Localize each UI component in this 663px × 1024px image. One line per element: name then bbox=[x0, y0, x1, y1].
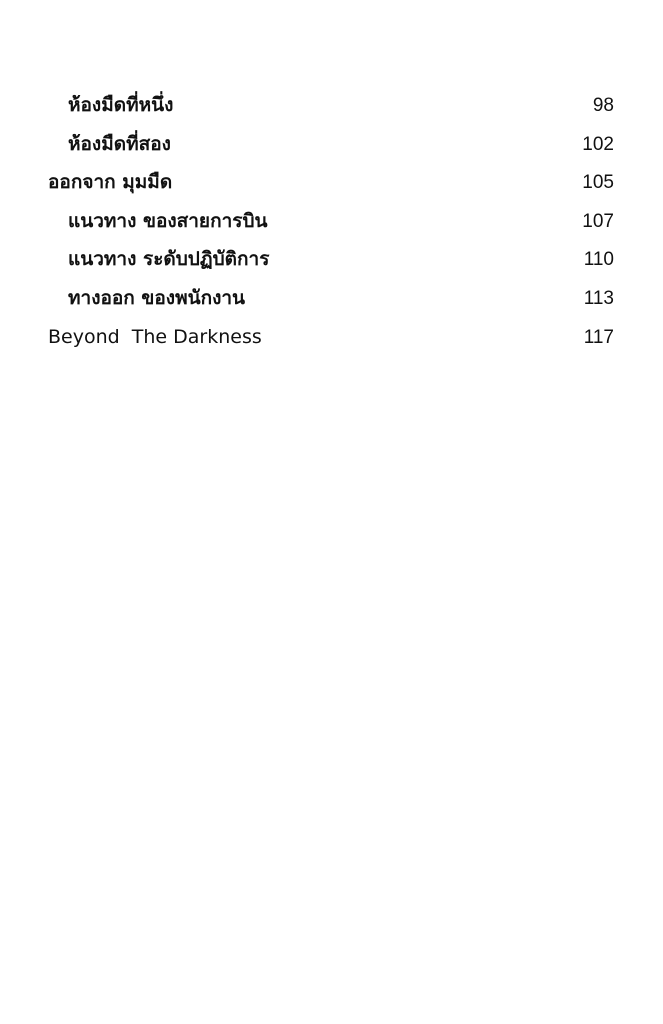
table-of-contents bbox=[48, 86, 614, 356]
toc-entry bbox=[48, 240, 614, 279]
toc-entry-page-number: 98 bbox=[592, 95, 614, 116]
toc-entry-page-number: 107 bbox=[582, 210, 614, 232]
toc-entry-page-number: 105 bbox=[582, 172, 614, 194]
toc-entry-title: แนวทาง ของสายการบิน bbox=[68, 209, 268, 232]
toc-entry-title: ห้องมืดที่หนึ่ง bbox=[68, 94, 174, 116]
toc-entry bbox=[48, 86, 614, 125]
toc-section-title: ออกจาก มุมมืด bbox=[48, 171, 173, 194]
toc-section-entry bbox=[48, 318, 614, 357]
toc-entry-title: ห้องมืดที่สอง bbox=[68, 132, 171, 155]
toc-entry bbox=[48, 202, 614, 241]
toc-entry-page-number: 102 bbox=[582, 133, 614, 155]
toc-entry-page-number: 113 bbox=[583, 287, 614, 309]
toc-entry-title: ทางออก ของพนักงาน bbox=[68, 286, 246, 309]
toc-entry bbox=[48, 279, 614, 318]
toc-section-title: Beyond The Darkness bbox=[48, 325, 262, 348]
toc-section-entry bbox=[48, 163, 614, 202]
toc-entry-title: แนวทาง ระดับปฏิบัติการ bbox=[68, 248, 270, 271]
toc-entry bbox=[48, 125, 614, 164]
toc-entry-page-number: 117 bbox=[583, 326, 614, 348]
toc-entry-page-number: 110 bbox=[583, 249, 614, 271]
